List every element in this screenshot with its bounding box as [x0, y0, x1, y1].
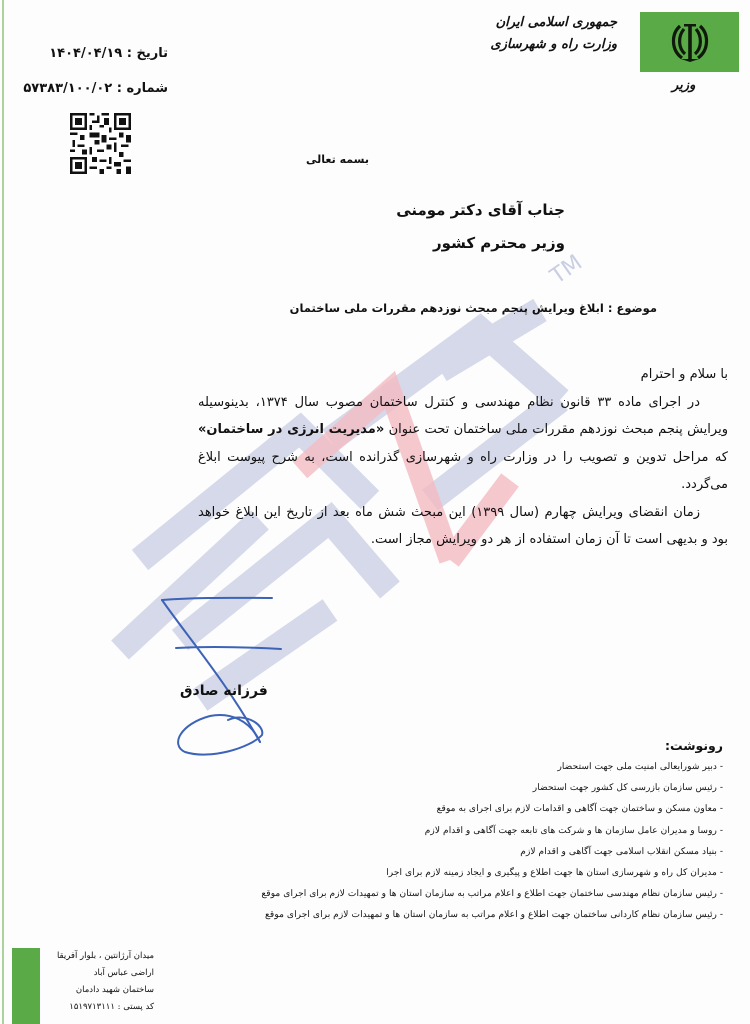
footer-address	[44, 948, 154, 1016]
number-value: ۵۷۳۸۳/۱۰۰/۰۲	[23, 81, 113, 96]
recipient-title: وزیر محترم کشور	[433, 234, 565, 252]
left-border-rule	[2, 0, 4, 1024]
cc-item: - رئیس سازمان نظام کاردانی ساختمان جهت اطلاع و اعلام مراتب به سازمان استان ها و تمهیدات لازم برای اجرای موقع	[265, 909, 723, 921]
emblem-logo	[640, 12, 739, 72]
cc-item: - روسا و مدیران عامل سازمان ها و شرکت های تابعه جهت آگاهی و اقدام لازم	[424, 824, 723, 836]
address-line-1: میدان آرژانتین ، بلوار آفریقا	[56, 951, 154, 961]
letter-body	[198, 361, 728, 554]
date-label: تاریخ :	[126, 46, 168, 61]
footer-green-bar	[12, 948, 40, 1024]
postal-code: کد پستی : ۱۵۱۹۷۱۳۱۱۱	[69, 1002, 154, 1012]
cc-item: - دبیر شورایعالی امنیت ملی جهت استحضار	[557, 761, 723, 772]
cc-item: - مدیران کل راه و شهرسازی استان ها جهت اطلاع و پیگیری و ایجاد زمینه لازم برای اجرا	[386, 867, 723, 879]
recipient-block	[396, 194, 565, 260]
svg-text:TM: TM	[546, 250, 588, 290]
greeting: با سلام و احترام	[640, 367, 728, 382]
org-line-1: جمهوری اسلامی ایران	[495, 15, 617, 30]
number-label: شماره :	[116, 81, 168, 96]
qr-code[interactable]	[70, 113, 131, 174]
org-line-2: وزارت راه و شهرسازی	[490, 37, 617, 52]
body-paragraph-2: زمان انقضای ویرایش چهارم (سال ۱۳۹۹) این مبحث شش ماه بعد از تاریخ این ابلاغ خواهد بود و بدیهی است تا آن زمان استفاده از هر دو ویرایش مجاز است.	[198, 504, 728, 547]
recipient-name: جناب آقای دکتر مومنی	[396, 201, 565, 219]
letter-subject: موضوع : ابلاغ ویرایش پنجم مبحث نوزدهم مقررات ملی ساختمان	[289, 301, 657, 315]
date-value: ۱۴۰۴/۰۴/۱۹	[49, 46, 123, 61]
cc-item: - رئیس سازمان نظام مهندسی ساختمان جهت اطلاع و اعلام مراتب به سازمان استان ها و تمهیدات لازم برای اجرای موقع	[261, 888, 723, 900]
body-paragraph-1: در اجرای ماده ۳۳ قانون نظام مهندسی و کنترل ساختمان مصوب سال ۱۳۷۴، بدینوسیله ویرایش پنجم مبحث نوزدهم مقررات ملی ساختمان تحت عنوان «مدیریت انرژی در ساختمان» که مراحل تدوین و تصویب را در وزارت راه و شهرسازی گذرانده است، به شرح پیوست ابلاغ می‌گردد.	[198, 394, 728, 492]
signer-name: فرزانه صادق	[180, 683, 268, 699]
cc-item: - رئیس سازمان بازرسی کل کشور جهت استحضار	[532, 782, 723, 794]
letter-number	[18, 81, 168, 96]
invocation-heading: بسمه تعالی	[306, 153, 369, 166]
address-line-2: اراضی عباس آباد	[93, 968, 154, 978]
organization-name	[490, 12, 617, 56]
minister-caption: وزیر	[672, 78, 696, 93]
address-line-3: ساختمان شهید دادمان	[75, 985, 154, 995]
cc-item: - بنیاد مسکن انقلاب اسلامی جهت آگاهی و اقدام لازم	[520, 845, 723, 857]
letter-date	[18, 46, 168, 61]
cc-list	[261, 756, 723, 926]
iran-emblem-icon	[667, 20, 713, 64]
cc-section	[261, 738, 723, 926]
cc-item: - معاون مسکن و ساختمان جهت آگاهی و اقدامات لازم برای اجرای به موقع	[436, 803, 723, 815]
regulation-title: «مدیریت انرژی در ساختمان»	[198, 422, 385, 437]
cc-title: رونوشت:	[664, 738, 723, 753]
